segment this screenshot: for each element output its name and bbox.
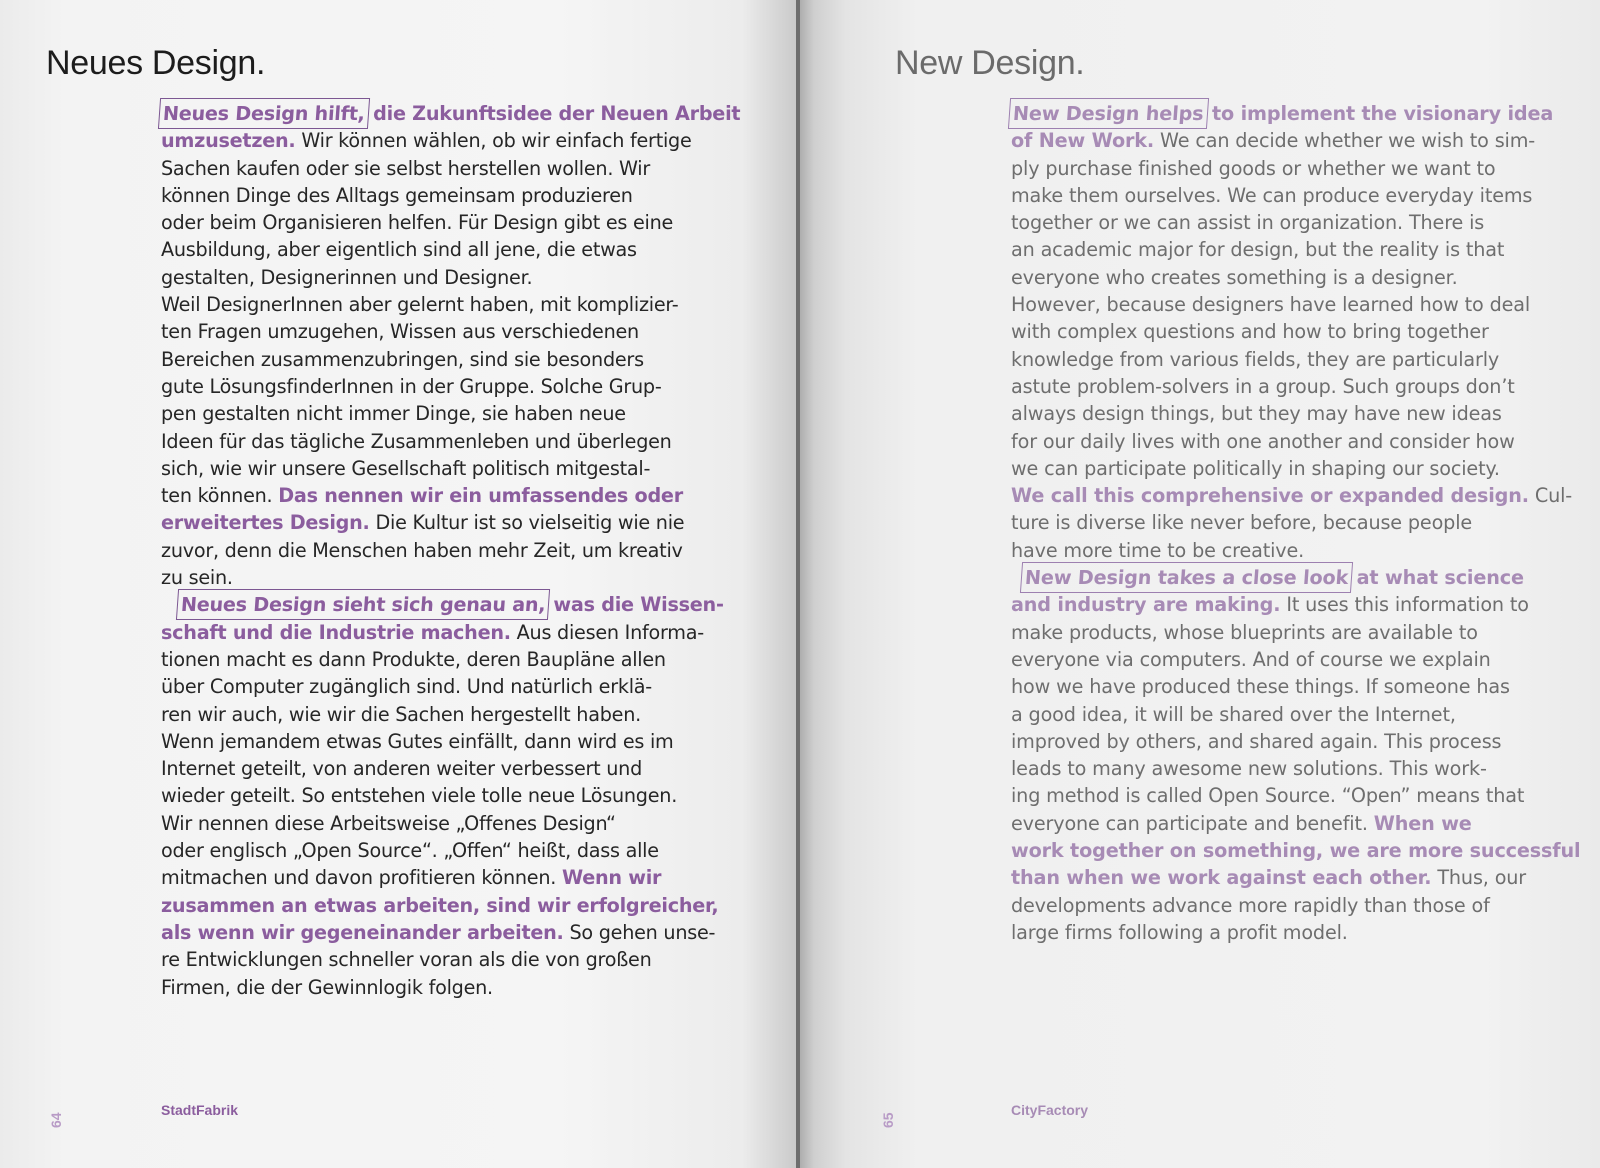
text-line: [161, 428, 740, 455]
text-line: [1011, 728, 1580, 755]
highlighted-phrase: than when we work against each other.: [1011, 866, 1432, 890]
text-line: [161, 346, 740, 373]
text-line: [1011, 619, 1580, 646]
text-run: astute problem-solvers in a group. Such groups don’t: [1011, 374, 1515, 398]
text-run: wieder geteilt. So entstehen viele tolle neue Lösungen.: [161, 784, 678, 808]
text-run: [1011, 566, 1023, 589]
text-line: [1011, 919, 1580, 946]
text-line: [161, 892, 740, 919]
text-run: make products, whose blueprints are available to: [1011, 620, 1478, 644]
highlighted-phrase: zusammen an etwas arbeiten, sind wir erfolgreicher,: [161, 893, 719, 917]
text-line: [161, 919, 740, 946]
text-run: Weil DesignerInnen aber gelernt haben, mit komplizier-: [161, 293, 679, 317]
highlighted-phrase: umzusetzen.: [161, 129, 296, 153]
text-line: [161, 318, 740, 345]
text-run: ture is diverse like never before, because people: [1011, 511, 1473, 535]
text-line: [1011, 701, 1580, 728]
text-run: sich, wie wir unsere Gesellschaft politisch mitgestal-: [161, 456, 651, 480]
text-line: [161, 782, 740, 809]
text-run: ply purchase finished goods or whether we want to: [1011, 156, 1496, 180]
text-line: [161, 701, 740, 728]
left-body-text: [161, 100, 740, 1001]
text-line: [161, 209, 740, 236]
text-line: [161, 810, 740, 837]
text-run: Die Kultur ist so vielseitig wie nie: [369, 511, 685, 535]
text-run: gestalten, Designerinnen und Designer.: [161, 265, 533, 289]
text-run: Internet geteilt, von anderen weiter verbessert und: [161, 757, 643, 781]
text-run: However, because designers have learned how to deal: [1011, 293, 1531, 317]
left-running-footer: StadtFabrik: [161, 1102, 239, 1118]
right-page-title: New Design.: [895, 44, 1085, 82]
text-run: everyone who creates something is a designer.: [1011, 265, 1458, 289]
text-line: [161, 455, 740, 482]
text-run: ten können.: [161, 484, 279, 508]
text-run: Ausbildung, aber eigentlich sind all jene, die etwas: [161, 238, 637, 262]
text-line: [161, 619, 740, 646]
text-run: everyone via computers. And of course we explain: [1011, 647, 1491, 671]
text-run: re Entwicklungen schneller voran als die von großen: [161, 948, 652, 972]
text-line: [1011, 673, 1580, 700]
text-line: [1011, 864, 1580, 891]
text-line: [1011, 591, 1580, 618]
text-line: [1011, 236, 1580, 263]
text-run: gute LösungsfinderInnen in der Gruppe. Solche Grup-: [161, 374, 662, 398]
text-line: [161, 864, 740, 891]
text-run: knowledge from various fields, they are particularly: [1011, 347, 1500, 371]
left-page-number: 64: [48, 1112, 64, 1128]
text-run: Thus, our: [1431, 866, 1527, 890]
text-run: for our daily lives with one another and consider how: [1011, 429, 1515, 453]
text-line: [1011, 127, 1580, 154]
text-run: everyone can participate and benefit.: [1011, 811, 1374, 835]
text-run: Bereichen zusammenzubringen, sind sie besonders: [161, 347, 644, 371]
right-body-text: [1011, 100, 1580, 946]
text-line: [161, 755, 740, 782]
highlighted-phrase: was die Wissen-: [547, 593, 724, 617]
text-run: we can participate politically in shaping our society.: [1011, 456, 1500, 480]
highlighted-phrase: to implement the visionary idea: [1205, 102, 1554, 125]
text-run: pen gestalten nicht immer Dinge, sie haben neue: [161, 402, 626, 426]
highlighted-phrase: schaft und die Industrie machen.: [161, 620, 511, 644]
text-run: have more time to be creative.: [1011, 538, 1305, 562]
text-run: We can decide whether we wish to sim-: [1154, 129, 1536, 153]
text-line: [161, 564, 740, 591]
text-run: Firmen, die der Gewinnlogik folgen.: [161, 975, 493, 999]
text-line: [1011, 428, 1580, 455]
text-run: It uses this information to: [1280, 593, 1529, 617]
text-line: [1011, 182, 1580, 209]
text-line: [1011, 646, 1580, 673]
text-line: [161, 400, 740, 427]
right-page-number: 65: [880, 1112, 896, 1128]
text-run: Wenn jemandem etwas Gutes einfällt, dann wird es im: [161, 729, 674, 753]
highlighted-phrase: work together on something, we are more successful: [1011, 839, 1581, 863]
text-run: large firms following a profit model.: [1011, 920, 1348, 944]
highlighted-phrase: als wenn wir gegeneinander arbeiten.: [161, 920, 564, 944]
text-line: [161, 673, 740, 700]
text-run: leads to many awesome new solutions. This work-: [1011, 757, 1487, 781]
text-run: Sachen kaufen oder sie selbst herstellen wollen. Wir: [161, 156, 651, 180]
text-line: [161, 728, 740, 755]
text-run: Wir nennen diese Arbeitsweise „Offenes Design“: [161, 811, 616, 835]
text-run: ing method is called Open Source. “Open” means that: [1011, 784, 1525, 808]
text-run: Cul-: [1528, 484, 1573, 508]
text-line: [1011, 892, 1580, 919]
text-run: together or we can assist in organization. There is: [1011, 211, 1485, 235]
left-page-title: Neues Design.: [46, 44, 266, 82]
highlighted-phrase: at what science: [1350, 566, 1524, 590]
text-line: [1011, 264, 1580, 291]
text-run: zuvor, denn die Menschen haben mehr Zeit, um kreativ: [161, 538, 683, 562]
text-run: developments advance more rapidly than those of: [1011, 893, 1490, 917]
book-gutter: [796, 0, 800, 1168]
text-line: [161, 974, 740, 1001]
highlighted-phrase: die Zukunftsidee der Neuen Arbeit: [366, 102, 741, 125]
text-line: [161, 373, 740, 400]
text-line: [161, 264, 740, 291]
boxed-key-phrase: New Design takes a close look: [1022, 564, 1351, 591]
text-run: a good idea, it will be shared over the Internet,: [1011, 702, 1456, 726]
text-run: Wir können wählen, ob wir einfach fertige: [295, 129, 692, 153]
text-line: [1011, 100, 1580, 127]
text-line: [1011, 564, 1580, 591]
boxed-key-phrase: Neues Design hilft,: [160, 100, 368, 127]
text-line: [1011, 755, 1580, 782]
text-line: [1011, 455, 1580, 482]
text-line: [1011, 837, 1580, 864]
text-line: [161, 837, 740, 864]
text-line: [1011, 537, 1580, 564]
text-line: [1011, 482, 1580, 509]
text-run: with complex questions and how to bring together: [1011, 320, 1489, 344]
text-run: how we have produced these things. If someone has: [1011, 675, 1510, 699]
text-line: [161, 537, 740, 564]
text-line: [1011, 346, 1580, 373]
text-run: improved by others, and shared again. This process: [1011, 729, 1502, 753]
text-line: [161, 946, 740, 973]
text-line: [1011, 318, 1580, 345]
text-run: So gehen unse-: [563, 920, 716, 944]
text-run: mitmachen und davon profitieren können.: [161, 866, 562, 890]
text-run: always design things, but they may have new ideas: [1011, 402, 1502, 426]
text-line: [1011, 155, 1580, 182]
text-line: [1011, 291, 1580, 318]
text-line: [161, 182, 740, 209]
highlighted-phrase: and industry are making.: [1011, 593, 1281, 617]
right-running-footer: CityFactory: [1011, 1102, 1089, 1118]
text-line: [161, 291, 740, 318]
highlighted-phrase: Das nennen wir ein umfassendes oder: [278, 484, 683, 508]
text-line: [161, 509, 740, 536]
text-line: [161, 482, 740, 509]
left-page: [0, 0, 798, 1168]
text-line: [161, 236, 740, 263]
highlighted-phrase: When we: [1373, 811, 1472, 835]
text-run: ten Fragen umzugehen, Wissen aus verschiedenen: [161, 320, 639, 344]
text-line: [1011, 209, 1580, 236]
text-run: zu sein.: [161, 566, 233, 590]
text-line: [1011, 373, 1580, 400]
boxed-key-phrase: Neues Design sieht sich genau an,: [178, 591, 548, 618]
text-run: an academic major for design, but the reality is that: [1011, 238, 1505, 262]
text-run: oder beim Organisieren helfen. Für Design gibt es eine: [161, 211, 674, 235]
text-line: [161, 100, 740, 127]
text-line: [161, 127, 740, 154]
text-run: make them ourselves. We can produce everyday items: [1011, 183, 1533, 207]
boxed-key-phrase: New Design helps: [1010, 100, 1206, 127]
highlighted-phrase: erweitertes Design.: [161, 511, 370, 535]
text-line: [1011, 810, 1580, 837]
highlighted-phrase: of New Work.: [1011, 129, 1155, 153]
text-run: ren wir auch, wie wir die Sachen hergestellt haben.: [161, 702, 641, 726]
text-line: [161, 591, 740, 618]
text-run: Aus diesen Informa-: [510, 620, 704, 644]
text-run: Ideen für das tägliche Zusammenleben und überlegen: [161, 429, 672, 453]
text-run: können Dinge des Alltags gemeinsam produzieren: [161, 183, 633, 207]
text-line: [1011, 509, 1580, 536]
text-line: [161, 155, 740, 182]
text-run: oder englisch „Open Source“. „Offen“ heißt, dass alle: [161, 839, 659, 863]
text-line: [1011, 400, 1580, 427]
highlighted-phrase: Wenn wir: [561, 866, 662, 890]
highlighted-phrase: We call this comprehensive or expanded design.: [1011, 484, 1529, 508]
text-line: [161, 646, 740, 673]
right-page: [798, 0, 1600, 1168]
text-run: [161, 593, 179, 616]
text-line: [1011, 782, 1580, 809]
text-run: tionen macht es dann Produkte, deren Baupläne allen: [161, 647, 666, 671]
text-run: über Computer zugänglich sind. Und natürlich erklä-: [161, 675, 652, 699]
